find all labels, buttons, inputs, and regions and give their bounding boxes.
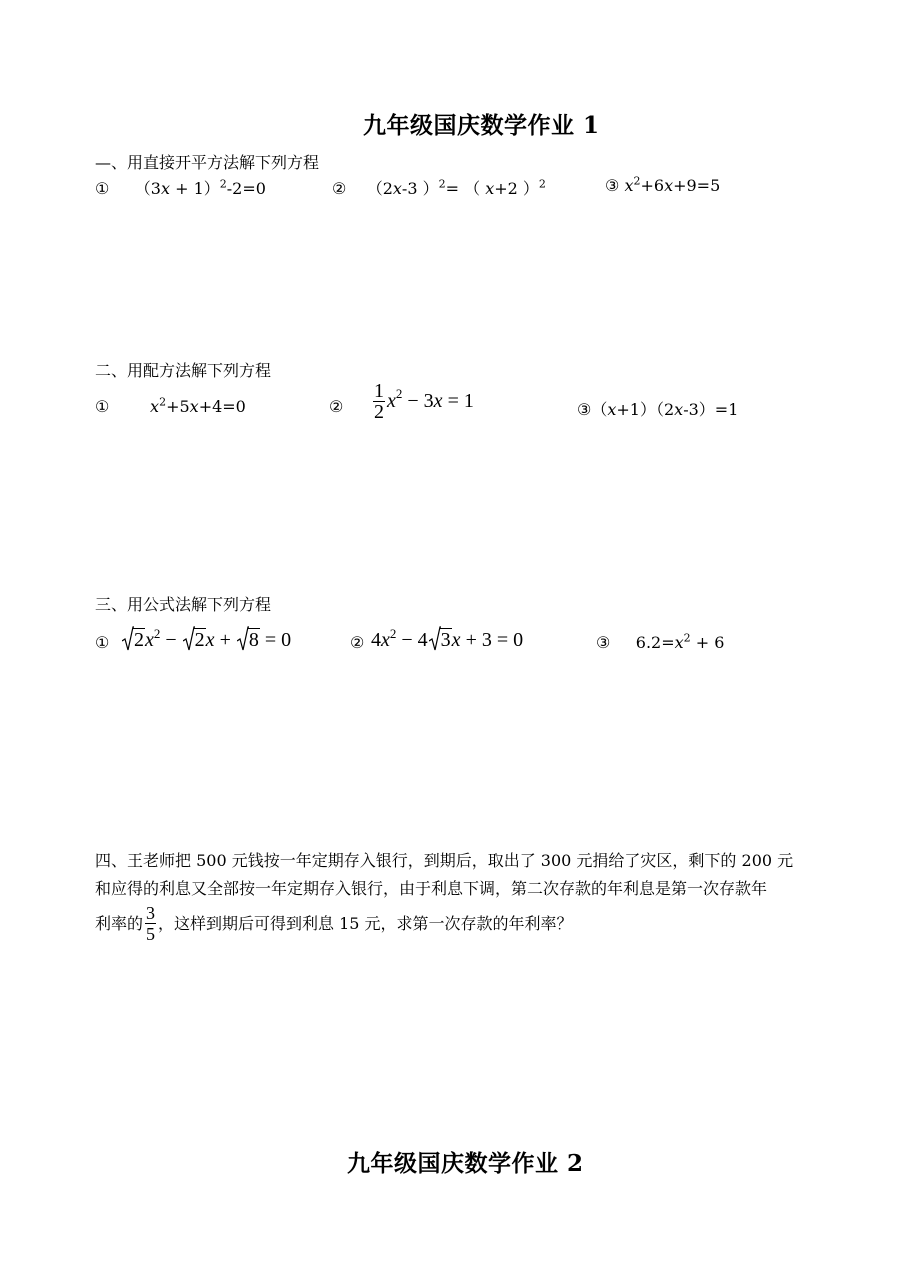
problem-1-2: ② （2x-3 ）$^2$= （ x+2 ）$^2$ — [332, 177, 546, 198]
word-problem-line-1: 四、王老师把 500 元钱按一年定期存入银行，到期后，取出了 300 元捐给了灾区，剩下的 200 元 — [95, 851, 794, 870]
problem-number: ① — [95, 397, 110, 416]
section-1-heading: —、用直接开平方法解下列方程 — [95, 153, 320, 172]
section-3-heading: 三、用公式法解下列方程 — [95, 595, 272, 614]
problem-3-2-number: ② — [350, 633, 365, 652]
problem-number: ③ — [596, 633, 611, 652]
problem-2-2-number: ② — [329, 397, 344, 416]
problem-number: ① — [95, 179, 110, 198]
problem-1-1: ① $(3x + 1)^2-2=0$ — [95, 177, 266, 198]
problem-3-3: ③ $6.2=x^2 + 6$ — [596, 631, 725, 652]
problem-number: ③ — [605, 176, 625, 195]
page-title-2: 九年级国庆数学作业 2 — [347, 1150, 584, 1177]
sqrt-2: 2 — [183, 628, 206, 652]
problem-2-1: ① $x^2+5x+4=0$ — [95, 395, 246, 416]
page-title: 九年级国庆数学作业 1 — [363, 112, 600, 139]
problem-3-1-number: ① — [95, 633, 110, 652]
problem-number: ③（ — [577, 400, 608, 419]
sqrt-2: 2 — [122, 628, 145, 652]
sqrt-3: 3 — [429, 628, 452, 652]
fraction-three-fifths: $\frac{3}{5}$ — [146, 903, 156, 944]
problem-3-2: $4x^2 - 4$ 3x + 3 = 0 — [371, 626, 524, 651]
word-problem-line-3: 利率的 $\frac{3}{5}$ ，这样到期后可得到利息 15 元，求第一次存款的年利率？ — [95, 903, 573, 944]
sqrt-8: 8 — [237, 628, 260, 652]
problem-2-2: $\frac{1}{2}$ $x^2 - 3x = 1$ — [374, 380, 474, 423]
problem-2-3: ③（x+1）（2x-3）=1 — [577, 400, 739, 419]
fraction-one-half: $\frac{1}{2}$ — [374, 380, 384, 423]
problem-number: ② — [332, 179, 347, 198]
word-problem-line-2: 和应得的利息又全部按一年定期存入银行，由于利息下调，第二次存款的年利息是第一次存款年 — [95, 879, 768, 898]
problem-1-3: ③ $x^2+6x+9=5$ — [605, 174, 721, 195]
section-2-heading: 二、用配方法解下列方程 — [95, 361, 272, 380]
problem-3-1: $2x^2$ − 2x + 8 = 0 — [121, 628, 291, 652]
